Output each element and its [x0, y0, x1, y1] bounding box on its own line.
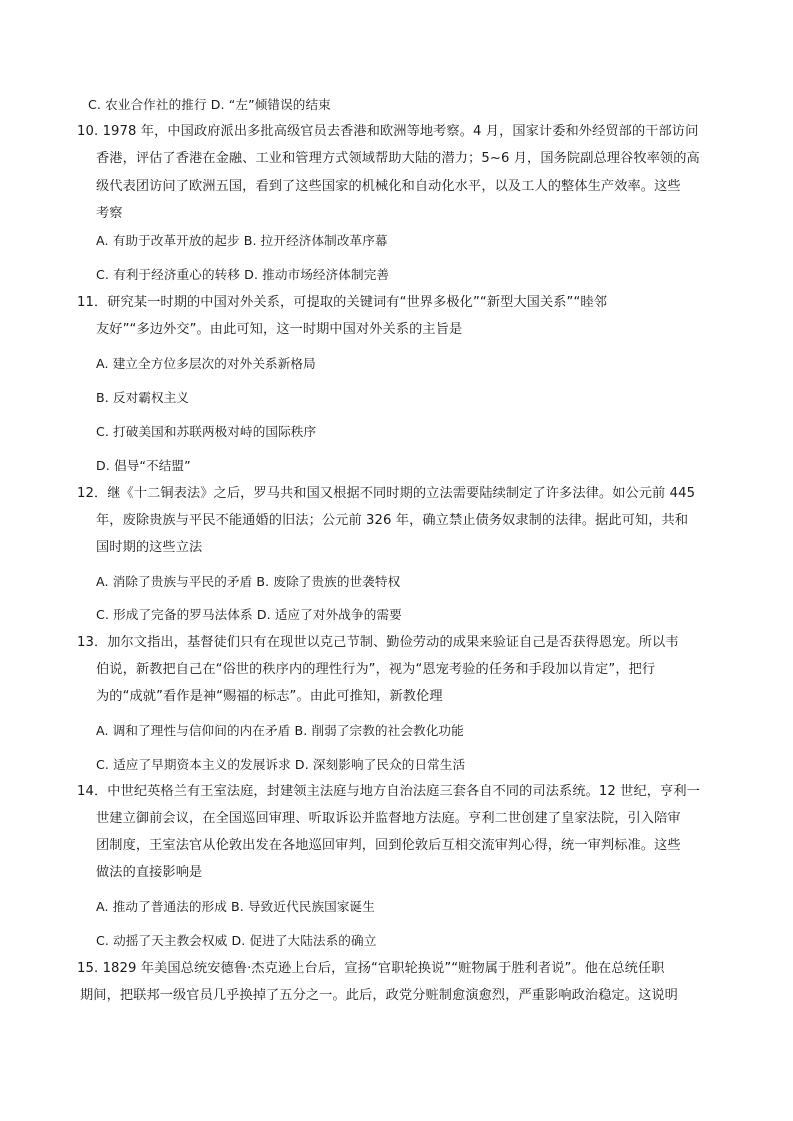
q13-stem-line-1: 13．加尔文指出，基督徒们只有在现世以克己节制、勤俭劳动的成果来验证自己是否获得恩宠。所以韦 [77, 635, 679, 650]
q9-option-cd: C. 农业合作社的推行 D. “左”倾错误的结束 [88, 97, 331, 112]
q11-stem-line-1: 11．研究某一时期的中国对外关系，可提取的关键词有“世界多极化”“新型大国关系”“睦邻 [77, 295, 607, 310]
q14-stem-line-2: 世建立御前会议，在全国巡回审理、听取诉讼并监督地方法庭。亨利二世创建了皇家法院，引入陪审 [96, 811, 681, 826]
q12-stem-line-2: 年，废除贵族与平民不能通婚的旧法；公元前 326 年，确立禁止债务奴隶制的法律。据此可知，共和 [96, 513, 689, 528]
q11-stem-line-2: 友好”“多边外交”。由此可知，这一时期中国对外关系的主旨是 [96, 322, 463, 337]
q11-option-c: C. 打破美国和苏联两极对峙的国际秩序 [96, 424, 317, 439]
q12-stem-line-3: 国时期的这些立法 [96, 540, 203, 555]
q11-option-a: A. 建立全方位多层次的对外关系新格局 [96, 356, 316, 371]
q10-option-cd: C. 有利于经济重心的转移 D. 推动市场经济体制完善 [96, 267, 390, 282]
q14-option-cd: C. 动摇了天主教会权威 D. 促进了大陆法系的确立 [96, 933, 377, 948]
q14-stem-line-1: 14．中世纪英格兰有王室法庭，封建领主法庭与地方自治法庭三套各自不同的司法系统。12 世纪，亨利一 [77, 784, 700, 799]
q11-option-d: D. 倡导“不结盟” [96, 458, 191, 473]
q14-option-ab: A. 推动了普通法的形成 B. 导致近代民族国家诞生 [96, 899, 375, 914]
q12-option-cd: C. 形成了完备的罗马法体系 D. 适应了对外战争的需要 [96, 607, 402, 622]
q11-option-b: B. 反对霸权主义 [96, 390, 190, 405]
q13-option-ab: A. 调和了理性与信仰间的内在矛盾 B. 削弱了宗教的社会教化功能 [96, 723, 464, 738]
q15-stem-line-2: 期间，把联邦一级官员几乎换掉了五分之一。此后，政党分赃制愈演愈烈，严重影响政治稳定。这说明 [80, 988, 678, 1003]
q13-stem-line-3: 为的“成就”看作是神“赐福的标志”。由此可推知，新教伦理 [96, 689, 443, 704]
q14-stem-line-3: 团制度，王室法官从伦敦出发在各地巡回审判，回到伦敦后互相交流审判心得，统一审判标准。这些 [96, 838, 681, 853]
q12-option-ab: A. 消除了贵族与平民的矛盾 B. 废除了贵族的世袭特权 [96, 574, 401, 589]
q10-stem-line-4: 考察 [96, 206, 123, 221]
q15-stem-line-1: 15. 1829 年美国总统安德鲁·杰克逊上台后，宣扬“官职轮换说”“赃物属于胜利者说”。他在总统任职 [77, 961, 665, 976]
q13-stem-line-2: 伯说，新教把自己在“俗世的秩序内的理性行为”，视为“恩宠考验的任务和手段加以肯定”，把行 [96, 662, 656, 677]
q13-option-cd: C. 适应了早期资本主义的发展诉求 D. 深刻影响了民众的日常生活 [96, 757, 466, 772]
q10-stem-line-1: 10. 1978 年，中国政府派出多批高级官员去香港和欧洲等地考察。4 月，国家计委和外经贸部的干部访问 [77, 124, 699, 139]
q12-stem-line-1: 12．继《十二铜表法》之后，罗马共和国又根据不同时期的立法需要陆续制定了许多法律。如公元前 445 [77, 486, 696, 501]
q10-option-ab: A. 有助于改革开放的起步 B. 拉开经济体制改革序幕 [96, 233, 388, 248]
q10-stem-line-2: 香港，评估了香港在金融、工业和管理方式领域帮助大陆的潜力；5~6 月，国务院副总理谷牧率领的高 [96, 151, 700, 166]
q14-stem-line-4: 做法的直接影响是 [96, 865, 203, 880]
q10-stem-line-3: 级代表团访问了欧洲五国，看到了这些国家的机械化和自动化水平，以及工人的整体生产效率。这些 [96, 179, 681, 194]
